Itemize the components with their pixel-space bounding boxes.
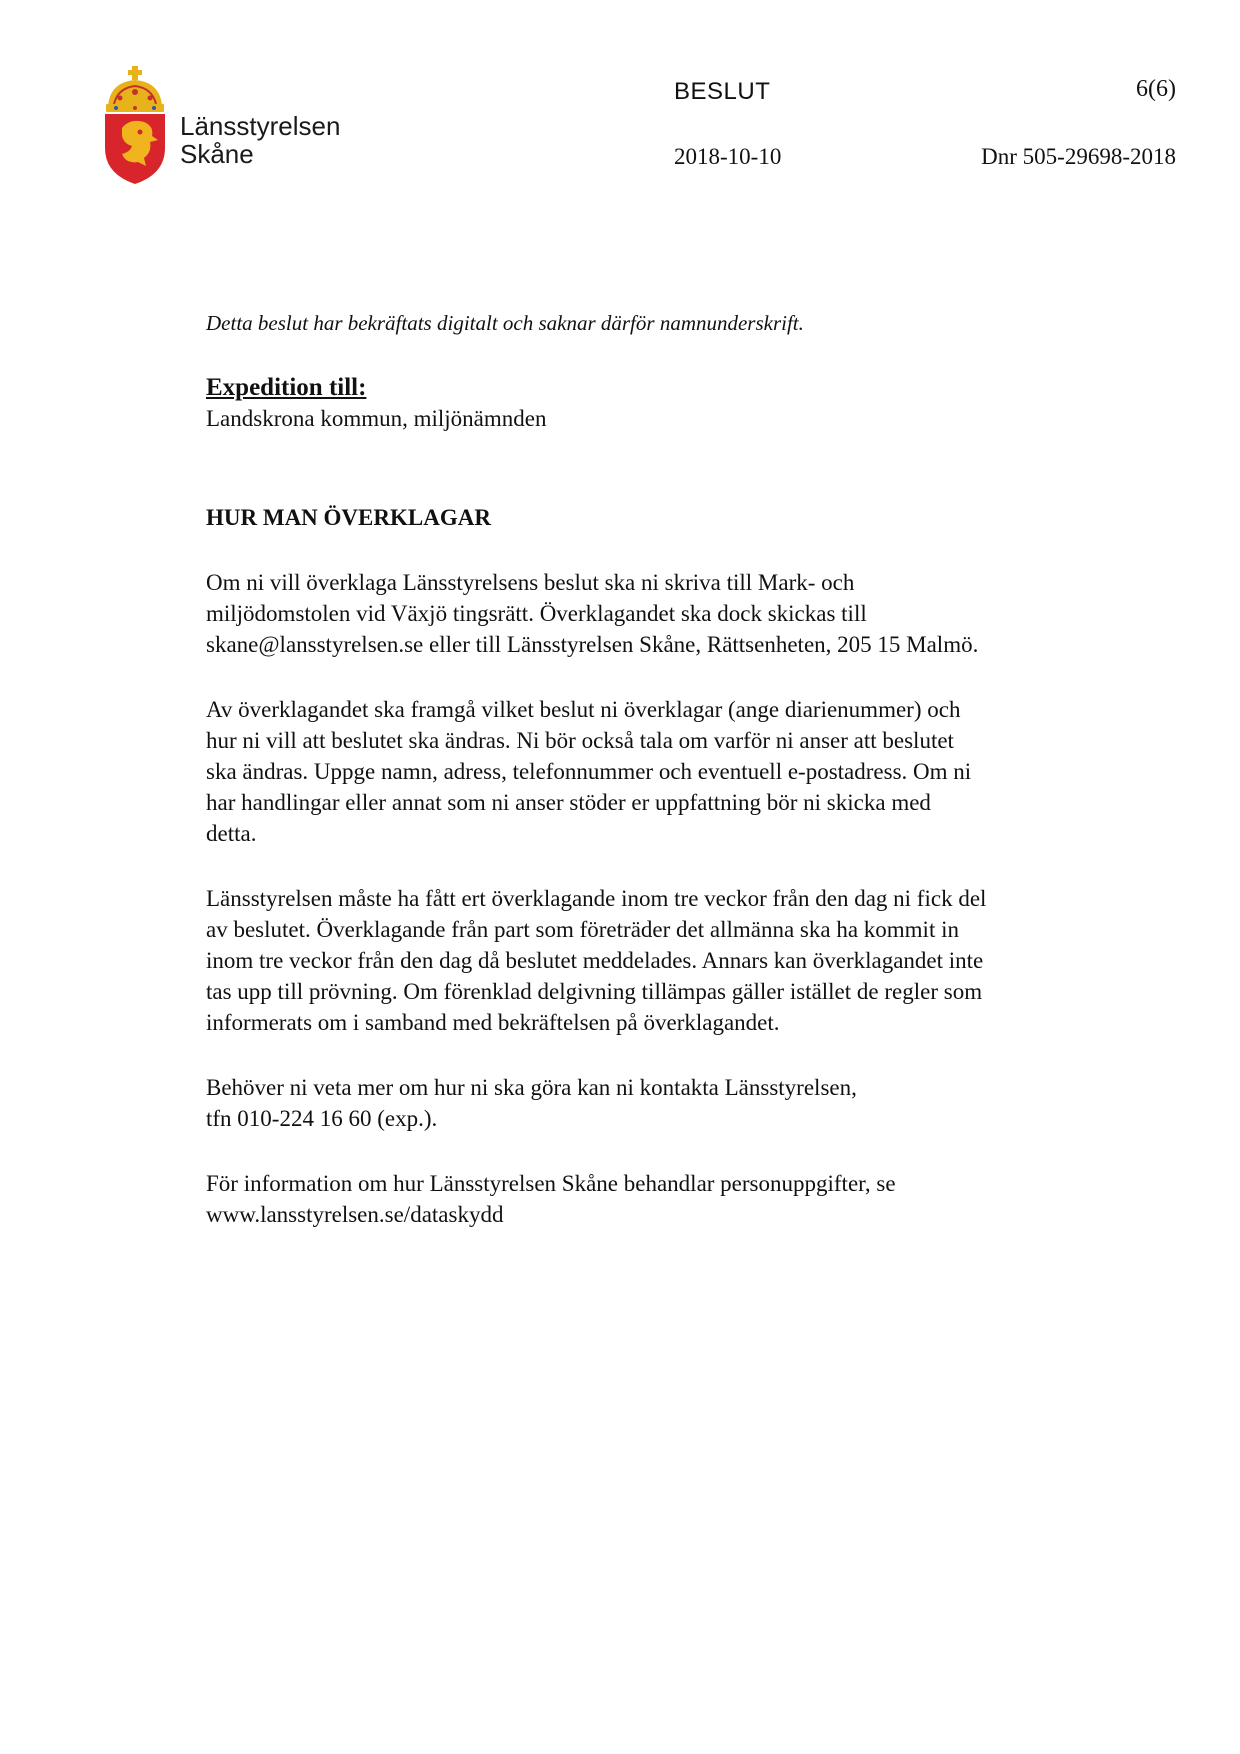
phone-line: tfn 010-224 16 60 (exp.). [206,1106,438,1131]
paragraph-line: har handlingar eller annat som ni anser stöder er uppfattning bör ni skicka med [206,790,931,815]
digital-signature-notice: Detta beslut har bekräftats digitalt och saknar därför namnunderskrift. [206,311,804,335]
paragraph-line: hur ni vill att beslutet ska ändras. Ni bör också tala om varför ni anser att beslutet [206,728,954,753]
document-date: 2018-10-10 [674,144,782,169]
expedition-recipient: Landskrona kommun, miljönämnden [206,406,547,431]
expedition-heading: Expedition till: [206,374,367,401]
document-type: BESLUT [674,78,771,105]
appeal-section-heading: HUR MAN ÖVERKLAGAR [206,505,491,530]
paragraph-line: miljödomstolen vid Växjö tingsrätt. Överklagandet ska dock skickas till [206,601,867,626]
contact-paragraph [206,1072,1066,1134]
paragraph-line: ska ändras. Uppge namn, adress, telefonnummer och eventuell e-postadress. Om ni [206,759,972,784]
paragraph-line: Om ni vill överklaga Länsstyrelsens beslut ska ni skriva till Mark- och [206,570,855,595]
paragraph-line: informerats om i samband med bekräftelsen på överklagandet. [206,1010,780,1035]
appeal-paragraph-3 [206,883,1066,1038]
appeal-paragraph-1 [206,567,1066,660]
paragraph-line: För information om hur Länsstyrelsen Skåne behandlar personuppgifter, se [206,1171,896,1196]
paragraph-line: av beslutet. Överklagande från part som företräder det allmänna ska ha kommit in [206,917,959,942]
privacy-url[interactable]: www.lansstyrelsen.se/dataskydd [206,1202,504,1227]
page-number: 6(6) [1136,76,1176,102]
paragraph-line: Av överklagandet ska framgå vilket beslut ni överklagar (ange diarienummer) och [206,697,961,722]
paragraph-line: tas upp till prövning. Om förenklad delgivning tillämpas gäller istället de regler som [206,979,983,1004]
paragraph-line: detta. [206,821,257,846]
coat-of-arms-icon [100,66,170,186]
logo-line-1: Länsstyrelsen [180,111,341,141]
logo-wordmark [180,112,340,168]
paragraph-line: inom tre veckor från den dag då beslutet meddelades. Annars kan överklagandet inte [206,948,984,973]
paragraph-line: Länsstyrelsen måste ha fått ert överklagande inom tre veckor från den dag ni fick del [206,886,987,911]
document-body [206,300,1066,1230]
paragraph-line: skane@lansstyrelsen.se eller till Länsstyrelsen Skåne, Rättsenheten, 205 15 Malmö. [206,632,979,657]
appeal-paragraph-2 [206,694,1066,849]
organization-logo [100,66,360,186]
paragraph-line: Behöver ni veta mer om hur ni ska göra kan ni kontakta Länsstyrelsen, [206,1075,857,1100]
logo-line-2: Skåne [180,139,254,169]
registration-number: Dnr 505-29698-2018 [981,144,1176,169]
privacy-paragraph [206,1168,1066,1230]
